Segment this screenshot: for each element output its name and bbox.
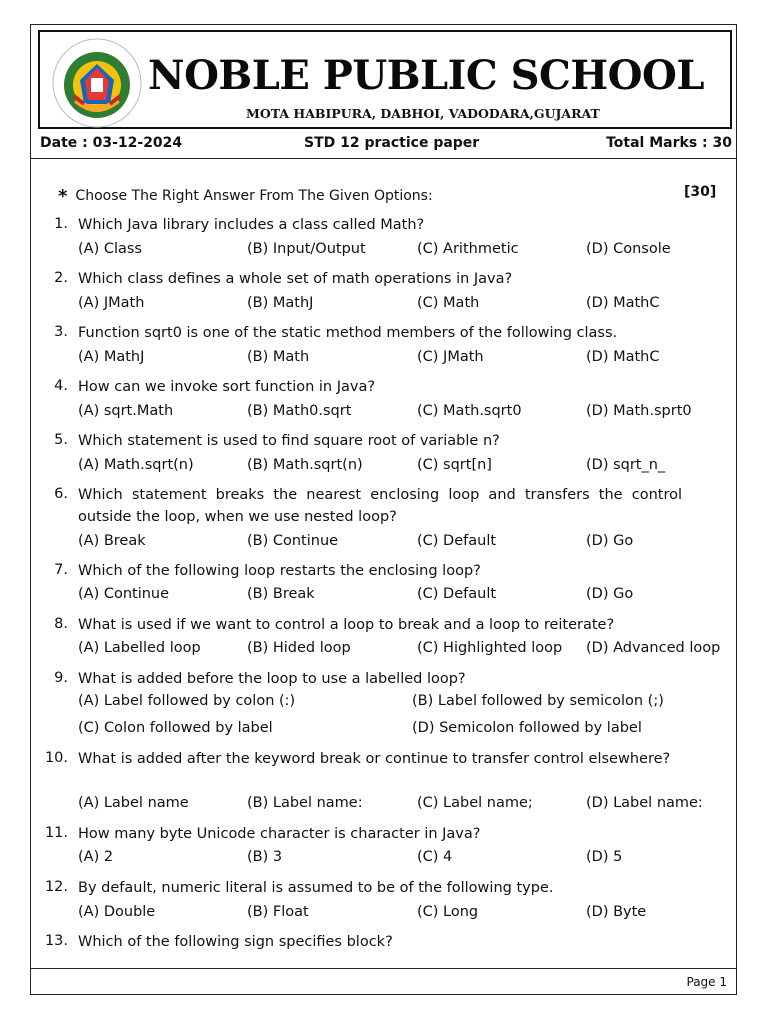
question-number: 3.: [54, 324, 68, 340]
option-c: (C) Math: [417, 295, 480, 311]
option-a: (A) sqrt.Math: [78, 403, 174, 419]
asterisk-icon: *: [58, 186, 68, 207]
option-c: (C) Math.sqrt0: [417, 403, 522, 419]
option-d: (D) Label name:: [586, 795, 703, 811]
option-d: (D) Byte: [586, 904, 647, 920]
option-d: (D) Semicolon followed by label: [412, 720, 642, 736]
footer-divider: [30, 968, 737, 969]
option-c: (C) Label name;: [417, 795, 533, 811]
question-number: 6.: [54, 486, 68, 502]
instruction-text: Choose The Right Answer From The Given Options:: [75, 188, 433, 204]
option-d: (D) MathC: [586, 349, 660, 365]
option-a: (A) Math.sqrt(n): [78, 457, 194, 473]
question-text: Which statement is used to find square root of variable n?: [78, 433, 500, 449]
option-c: (C) Default: [417, 533, 497, 549]
option-d: (D) Go: [586, 586, 634, 602]
question-text: What is used if we want to control a loop to break and a loop to reiterate?: [78, 617, 615, 633]
option-c: (C) 4: [417, 849, 453, 865]
option-b: (B) Break: [247, 586, 315, 602]
option-d: (D) MathC: [586, 295, 660, 311]
option-c: (C) Arithmetic: [417, 241, 519, 257]
question-number: 5.: [54, 432, 68, 448]
question-text: Function sqrt0 is one of the static method members of the following class.: [78, 325, 618, 341]
question-text: What is added after the keyword break or continue to transfer control elsewhere?: [78, 751, 671, 767]
option-d: (D) Math.sprt0: [586, 403, 692, 419]
question-number: 13.: [44, 933, 68, 949]
option-c: (C) JMath: [417, 349, 484, 365]
question-number: 12.: [44, 879, 68, 895]
option-d: (D) Go: [586, 533, 634, 549]
question-number: 10.: [44, 750, 68, 766]
question-text: Which statement breaks the nearest enclosing loop and transfers the control outside the loop, when we use nested loop?: [78, 487, 682, 525]
question-text: Which class defines a whole set of math operations in Java?: [78, 271, 513, 287]
question-number: 2.: [54, 270, 68, 286]
paper-title: STD 12 practice paper: [304, 135, 480, 151]
option-a: (A) Label followed by colon (:): [78, 693, 296, 709]
question-text: How can we invoke sort function in Java?: [78, 379, 376, 395]
option-c: (C) Colon followed by label: [78, 720, 273, 736]
option-d: (D) Advanced loop: [586, 640, 721, 656]
option-c: (C) Highlighted loop: [417, 640, 563, 656]
question-number: 4.: [54, 378, 68, 394]
question-text: By default, numeric literal is assumed to be of the following type.: [78, 880, 554, 896]
option-a: (A) Class: [78, 241, 142, 257]
school-logo-icon: [52, 38, 142, 128]
option-b: (B) 3: [247, 849, 283, 865]
option-b: (B) Label name:: [247, 795, 363, 811]
option-a: (A) JMath: [78, 295, 145, 311]
option-a: (A) Label name: [78, 795, 189, 811]
option-d: (D) Console: [586, 241, 671, 257]
option-a: (A) MathJ: [78, 349, 145, 365]
question-number: 8.: [54, 616, 68, 632]
option-c: (C) sqrt[n]: [417, 457, 492, 473]
question-text: What is added before the loop to use a labelled loop?: [78, 671, 466, 687]
option-b: (B) Label followed by semicolon (;): [412, 693, 664, 709]
option-a: (A) Continue: [78, 586, 170, 602]
question-text: Which of the following sign specifies block?: [78, 934, 393, 950]
paper-meta-row: [40, 133, 732, 157]
page-number: Page 1: [686, 975, 727, 989]
option-b: (B) Input/Output: [247, 241, 366, 257]
option-b: (B) Math: [247, 349, 310, 365]
question-text: Which Java library includes a class called Math?: [78, 217, 425, 233]
exam-date: Date : 03-12-2024: [40, 135, 183, 151]
option-d: (D) 5: [586, 849, 623, 865]
divider: [30, 158, 737, 159]
option-a: (A) Break: [78, 533, 146, 549]
question-number: 7.: [54, 562, 68, 578]
question-number: 9.: [54, 670, 68, 686]
option-a: (A) Double: [78, 904, 156, 920]
question-text: How many byte Unicode character is character in Java?: [78, 826, 481, 842]
total-marks: Total Marks : 30: [606, 135, 732, 151]
school-address: MOTA HABIPURA, DABHOI, VADODARA,GUJARAT: [246, 106, 600, 121]
option-b: (B) Math0.sqrt: [247, 403, 352, 419]
section-marks: [30]: [684, 184, 717, 200]
question-text: Which of the following loop restarts the enclosing loop?: [78, 563, 481, 579]
option-d: (D) sqrt_n_: [586, 457, 666, 473]
option-b: (B) MathJ: [247, 295, 314, 311]
option-b: (B) Math.sqrt(n): [247, 457, 363, 473]
option-b: (B) Hided loop: [247, 640, 351, 656]
option-c: (C) Long: [417, 904, 479, 920]
section-instruction: [58, 184, 433, 205]
option-a: (A) Labelled loop: [78, 640, 201, 656]
option-b: (B) Continue: [247, 533, 339, 549]
option-a: (A) 2: [78, 849, 114, 865]
option-b: (B) Float: [247, 904, 309, 920]
option-c: (C) Default: [417, 586, 497, 602]
school-name: NOBLE PUBLIC SCHOOL: [148, 52, 704, 99]
question-number: 1.: [54, 216, 68, 232]
question-number: 11.: [44, 825, 68, 841]
